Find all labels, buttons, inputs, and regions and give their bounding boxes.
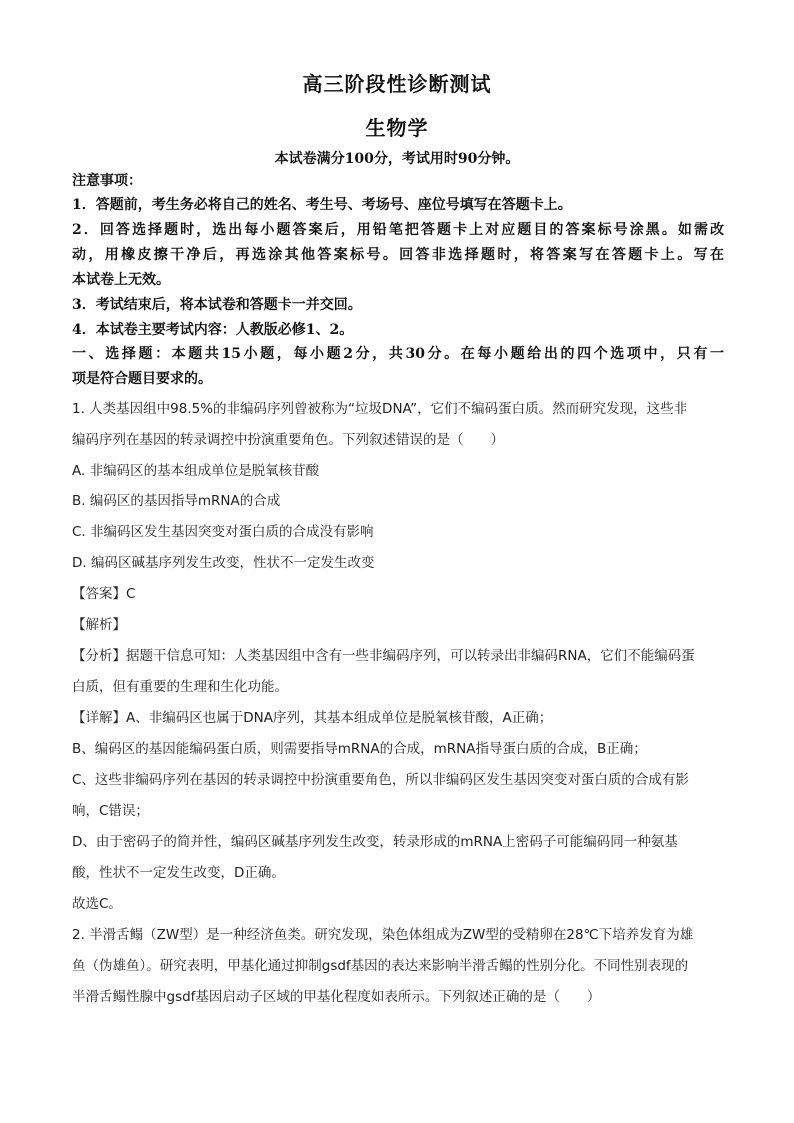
option-a: A. 非编码区的基本组成单位是脱氧核苷酸 (72, 463, 320, 479)
subject-title: 生物学 (365, 116, 429, 140)
option-b: B. 编码区的基因指导mRNA的合成 (72, 493, 281, 509)
page-title: 高三阶段性诊断测试 (302, 72, 492, 96)
notice-line: 本试卷上无效。 (72, 272, 170, 288)
explanation-line: 【详解】A、非编码区也属于DNA序列，其基本组成单位是脱氧核苷酸，A正确； (72, 710, 553, 726)
option-c: C. 非编码区发生基因突变对蛋白质的合成没有影响 (72, 524, 374, 540)
answer-label: 【答案】C (72, 586, 136, 602)
explanation-line: D、由于密码子的简并性，编码区碱基序列发生改变，转录形成的mRNA上密码子可能编码同一种氨基 (72, 834, 678, 850)
question-stem: 1. 人类基因组中98.5%的非编码序列曾被称为“垃圾DNA”，它们不编码蛋白质。然而研究发现，这些非 (72, 401, 688, 417)
notice-line: 2．回答选择题时，选出每小题答案后，用铅笔把答题卡上对应题目的答案标号涂黑。如需改 (72, 222, 724, 238)
explanation-line: B、编码区的基因能编码蛋白质，则需要指导mRNA的合成，mRNA指导蛋白质的合成，B正确； (72, 741, 647, 757)
notice-line: 4．本试卷主要考试内容：人教版必修1、2。 (72, 322, 354, 338)
notice-line: 3．考试结束后，将本试卷和答题卡一并交回。 (72, 297, 362, 313)
explanation-line: 故选C。 (72, 896, 122, 912)
explanation-line: 响，C错误； (72, 803, 149, 819)
explanation-line: 酸，性状不一定发生改变，D正确。 (72, 865, 285, 881)
option-d: D. 编码区碱基序列发生改变，性状不一定发生改变 (72, 555, 375, 571)
question-stem: 鱼（伪雄鱼）。研究表明，甲基化通过抑制gsdf基因的表达来影响半滑舌鳎的性别分化。不同性别表现的 (72, 958, 689, 974)
explanation-line: 【分析】据题干信息可知：人类基因组中含有一些非编码序列，可以转录出非编码RNA，它们不能编码蛋 (72, 648, 695, 664)
question-stem: 半滑舌鳎性腺中gsdf基因启动子区域的甲基化程度如表所示。下列叙述正确的是（ ） (72, 989, 601, 1005)
question-stem: 编码序列在基因的转录调控中扮演重要角色。下列叙述错误的是（ ） (72, 432, 504, 448)
notice-line: 动，用橡皮擦干净后，再选涂其他答案标号。回答非选择题时，将答案写在答题卡上。写在 (72, 247, 724, 263)
explanation-line: 白质，但有重要的生理和生化功能。 (72, 679, 288, 695)
notice-heading: 注意事项： (72, 173, 142, 189)
section-heading: 一、选择题：本题共15小题，每小题2分，共30分。在每小题给出的四个选项中，只有一 (72, 346, 724, 362)
analysis-label: 【解析】 (72, 617, 126, 633)
question-stem: 2. 半滑舌鳎（ZW型）是一种经济鱼类。研究发现，染色体组成为ZW型的受精卵在28℃下培养发育为雄 (72, 927, 694, 943)
exam-info: 本试卷满分100分，考试用时90分钟。 (274, 151, 520, 167)
section-heading: 项是符合题目要求的。 (72, 371, 212, 387)
explanation-line: C、这些非编码序列在基因的转录调控中扮演重要角色，所以非编码区发生基因突变对蛋白质的合成有影 (72, 772, 689, 788)
notice-line: 1．答题前，考生务必将自己的姓名、考生号、考场号、座位号填写在答题卡上。 (72, 197, 572, 213)
